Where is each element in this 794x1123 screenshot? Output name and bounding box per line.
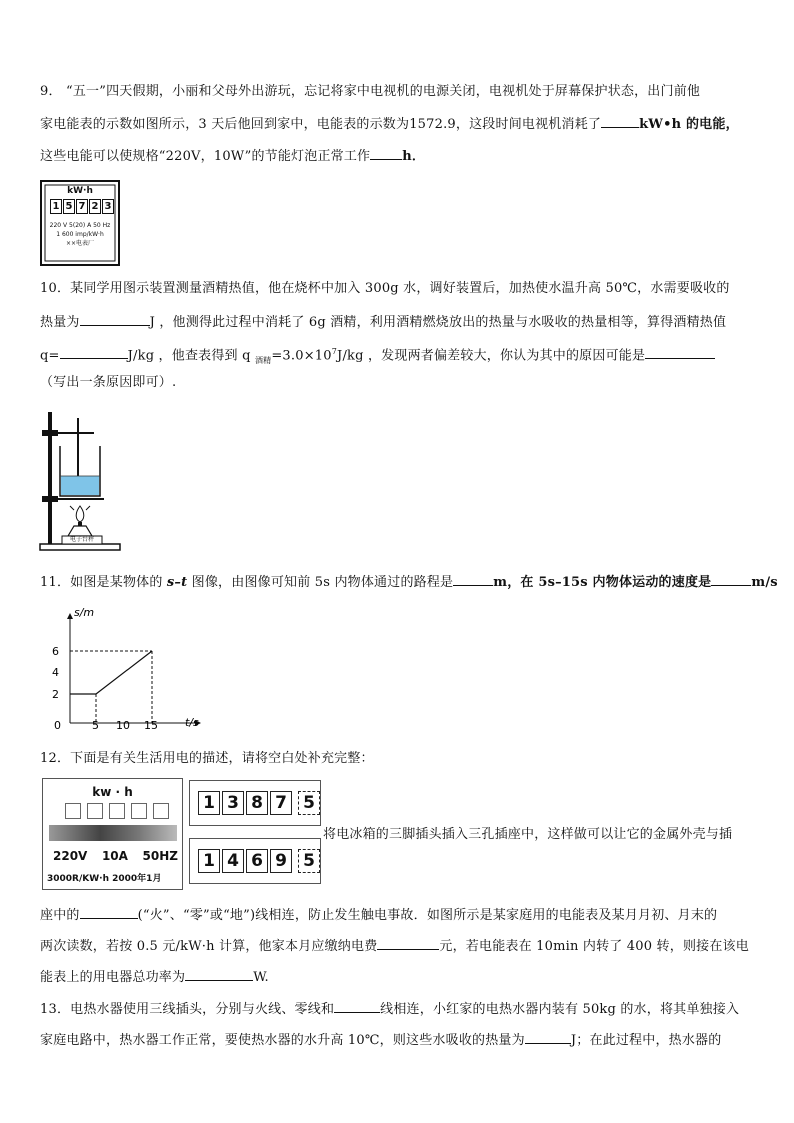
reading-digit: 4 (222, 849, 244, 873)
q10-line3: q= J/kg ，他查表得到 q $_{酒精}=3.0\times 10^7J/kg$ ，发现两者偏差较大，你认为其中的原因可能是 (40, 344, 715, 369)
answer-blank[interactable] (601, 115, 639, 128)
meter-digit: 2 (89, 199, 101, 214)
reading-digit: 3 (222, 791, 244, 815)
meter-reading-end (189, 838, 321, 884)
q12-line2: 座中的 (“火”、“零”或“地”)线相连，防止发生触电事故．如图所示是某家庭用的电能表及某月月初、月末的 (40, 908, 718, 923)
x-tick: 15 (144, 719, 158, 732)
y-tick: 6 (52, 645, 59, 658)
q12-inline-text: 将电冰箱的三脚插头插入三孔插座中，这样做可以让它的金属外壳与插 (323, 827, 733, 842)
origin-label: 0 (54, 719, 61, 732)
reading-digit: 1 (198, 791, 220, 815)
meter-digit: 3 (102, 199, 114, 214)
q12-line4: 能表上的用电器总功率为 W. (40, 970, 269, 985)
q13-line1: 13．电热水器使用三线插头，分别与火线、零线和 线相连，小红家的电热水器内装有 50kg 的水，将其单独接入 (40, 1002, 740, 1017)
meter-maker: ××电表厂 (65, 240, 95, 247)
reading-digit: 1 (198, 849, 220, 873)
answer-blank[interactable] (80, 906, 138, 919)
meter-spec: 220 V 5(20) A 50 Hz (49, 222, 111, 229)
meter-unit: kw · h (92, 785, 133, 799)
answer-blank[interactable] (185, 968, 253, 981)
answer-blank[interactable] (80, 313, 150, 326)
answer-blank[interactable] (370, 147, 402, 160)
q11-line: 11．如图是某物体的 s–t 图像，由图像可知前 5s 内物体通过的路程是 m，在 5s–15s 内物体运动的速度是 m/s (40, 575, 778, 590)
q9-line1: 9． “五一”四天假期，小丽和父母外出游玩，忘记将家中电视机的电源关闭，电视机处于屏幕保护状态，出门前他 (40, 84, 701, 99)
q13-line2: 家庭电路中，热水器工作正常，要使热水器的水升高 10℃，则这些水吸收的热量为 J；在此过程中，热水器的 (40, 1033, 722, 1048)
y-tick: 2 (52, 688, 59, 701)
y-tick: 4 (52, 666, 59, 679)
alcohol-heating-apparatus (38, 404, 122, 554)
x-tick: 5 (92, 719, 99, 732)
scale-label: 电子台秤 (69, 536, 94, 543)
meter-digit: 5 (63, 199, 75, 214)
meter-spec: 1 600 imp/kW·h (56, 231, 104, 238)
q10-line4: （写出一条原因即可）. (40, 375, 177, 390)
meter-unit: kW·h (67, 186, 93, 196)
x-axis-label: t/s (185, 716, 199, 729)
electric-meter-figure-q9 (40, 180, 120, 266)
meter-disk-window (49, 825, 177, 841)
reading-digit-decimal: 5 (298, 849, 320, 873)
reading-digit: 6 (246, 849, 268, 873)
meter-digit: 1 (50, 199, 62, 214)
meter-rating: 50HZ (142, 849, 178, 863)
reading-digit: 9 (270, 849, 292, 873)
answer-blank[interactable] (60, 346, 128, 359)
answer-blank[interactable] (453, 573, 493, 586)
st-graph (40, 600, 210, 734)
x-tick: 10 (116, 719, 130, 732)
st-curve (70, 651, 152, 694)
meter-bottom-text: 3000R/KW·h 2000年1月 (47, 874, 162, 884)
q12-line1: 12．下面是有关生活用电的描述，请将空白处补充完整： (40, 751, 374, 766)
q10-line1: 10．某同学用图示装置测量酒精热值，他在烧杯中加入 300g 水，调好装置后，加热使水温升高 50℃，水需要吸收的 (40, 281, 730, 296)
meter-rating: 220V (53, 849, 88, 863)
answer-blank[interactable] (334, 1000, 380, 1013)
meter-empty-digits (65, 803, 169, 819)
answer-blank[interactable] (525, 1031, 571, 1044)
meter-digits (50, 199, 114, 214)
meter-rating: 10A (101, 849, 128, 863)
electric-meter-figure-q12 (42, 778, 183, 890)
meter-digit: 7 (76, 199, 88, 214)
reading-digit: 7 (270, 791, 292, 815)
q12-line3: 两次读数，若按 0.5 元/kW·h 计算，他家本月应缴纳电费 元，若电能表在 10min 内转了 400 转，则接在该电 (40, 939, 749, 954)
answer-blank[interactable] (377, 937, 439, 950)
answer-blank[interactable] (711, 573, 751, 586)
q9-line2: 家电能表的示数如图所示，3 天后他回到家中，电能表的示数为1572.9，这段时间电视机消耗了 kW•h 的电能， (40, 117, 739, 132)
y-axis-label: s/m (74, 606, 95, 619)
answer-blank[interactable] (645, 346, 715, 359)
q9-line3: 这些电能可以使规格“220V，10W”的节能灯泡正常工作 h． (40, 149, 426, 164)
reading-digit-decimal: 5 (298, 791, 320, 815)
meter-reading-start (189, 780, 321, 826)
q10-line2: 热量为 J ，他测得此过程中消耗了 6g 酒精，利用酒精燃烧放出的热量与水吸收的热量相等，算得酒精热值 (40, 315, 727, 330)
reading-digit: 8 (246, 791, 268, 815)
